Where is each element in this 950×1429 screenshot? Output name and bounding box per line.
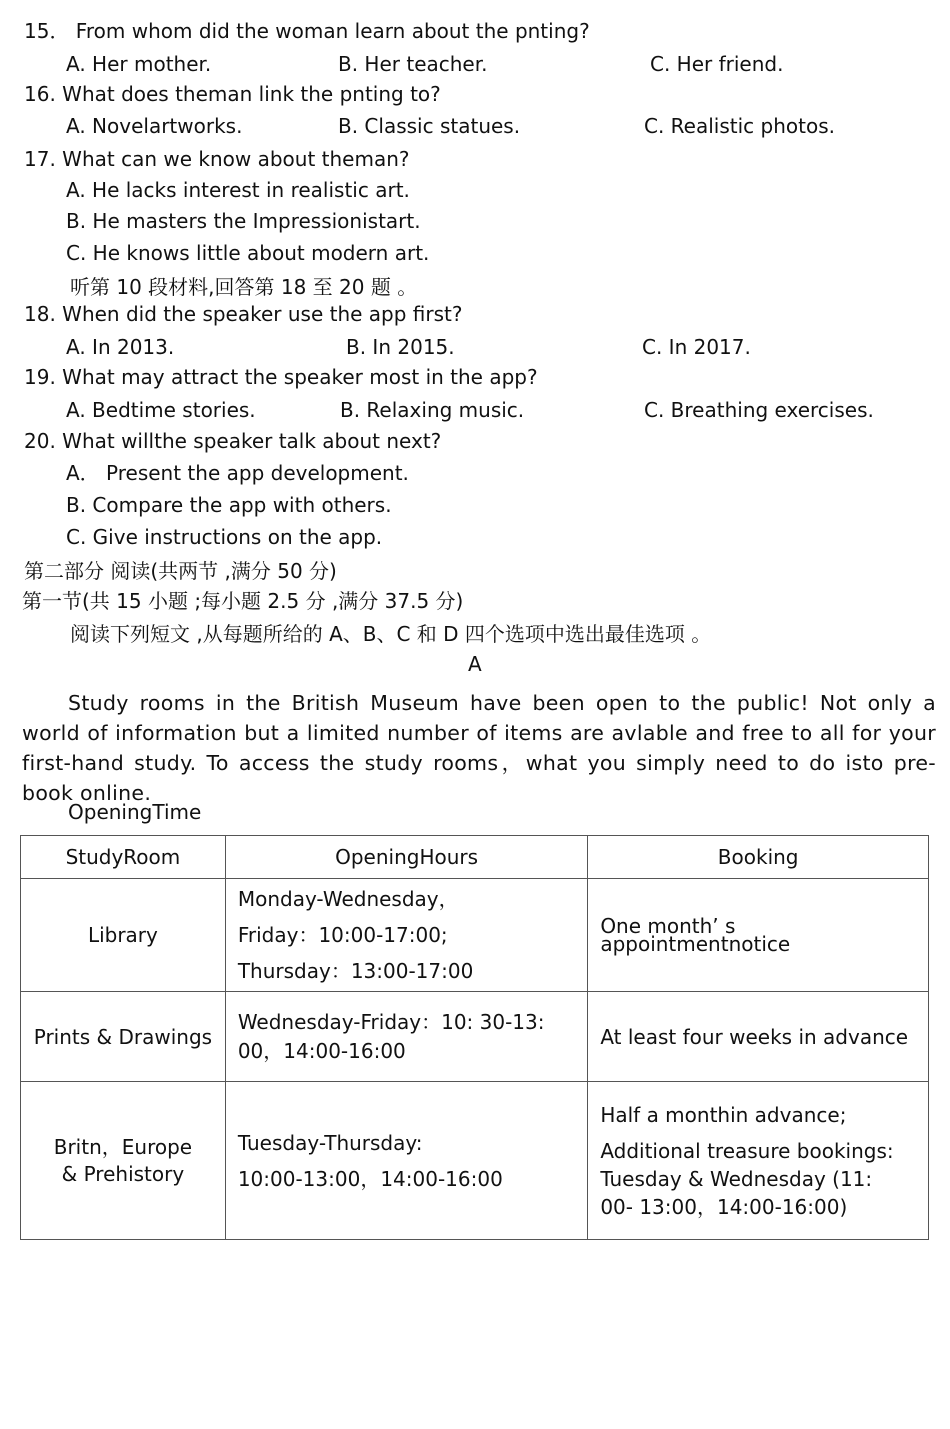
room-name: Prints & Drawings	[33, 1024, 213, 1049]
question-16-stem: 16. What does theman link the pnting to?	[24, 82, 441, 106]
q18-option-b: B. In 2015.	[346, 335, 455, 359]
room-britain-europe-prehistory	[21, 1082, 226, 1240]
booking-line: One month’ s	[600, 914, 736, 938]
q18-option-c: C. In 2017.	[642, 335, 751, 359]
britain-hours	[225, 1082, 587, 1240]
booking-line: appointmentnotice	[600, 932, 791, 956]
q19-option-c: C. Breathing exercises.	[644, 398, 874, 422]
table-row	[21, 992, 929, 1082]
q15-option-c: C. Her friend.	[650, 52, 784, 76]
library-hours	[225, 879, 587, 992]
q16-option-c: C. Realistic photos.	[644, 114, 835, 138]
section-1-heading: 第一节(共 15 小题 ;每小题 2.5 分 ,满分 37.5 分)	[22, 589, 464, 613]
opening-time-label: OpeningTime	[68, 800, 202, 824]
q15-option-a: A. Her mother.	[66, 52, 212, 76]
table-row	[21, 1082, 929, 1240]
library-booking	[588, 879, 929, 992]
question-20-stem: 20. What willthe speaker talk about next?	[24, 429, 442, 453]
question-17-stem: 17. What can we know about theman?	[24, 147, 410, 171]
passage-paragraph: Study rooms in the British Museum have been open to the public! Not only a world of information but a limited number of items are avlable and free to all for your first-hand study. To access the study rooms，what you simply need to do isto pre-book online.	[22, 691, 936, 805]
material-10-instruction: 听第 10 段材料,回答第 18 至 20 题 。	[70, 275, 418, 299]
hours-line: 00，14:00-16:00	[237, 1038, 406, 1063]
hours-line: 10:00-13:00，14:00-16:00	[237, 1166, 503, 1191]
hours-line: Monday-Wednesday，	[237, 887, 459, 911]
q16-option-b: B. Classic statues.	[338, 114, 521, 138]
room-prints-drawings	[21, 992, 226, 1082]
hours-line: Tuesday-Thursday:	[237, 1130, 423, 1155]
q20-option-a: A． Present the app development.	[66, 461, 409, 485]
hours-line: Thursday：13:00-17:00	[237, 959, 474, 983]
q15-option-b: B. Her teacher.	[338, 52, 488, 76]
passage-letter: A	[468, 652, 482, 676]
q18-option-a: A. In 2013.	[66, 335, 175, 359]
room-name: Library	[87, 923, 158, 947]
q19-option-a: A. Bedtime stories.	[66, 398, 256, 422]
part-2-heading: 第二部分 阅读(共两节 ,满分 50 分)	[24, 559, 337, 583]
header-opening-hours: OpeningHours	[225, 836, 587, 879]
study-room-schedule-table	[20, 835, 929, 1240]
booking-line: 00- 13:00，14:00-16:00)	[600, 1194, 848, 1219]
booking-line: Additional treasure bookings:	[600, 1138, 894, 1163]
prints-booking	[588, 992, 929, 1082]
header-booking: Booking	[588, 836, 929, 879]
room-name-line: Britn，Europe	[53, 1134, 193, 1159]
q17-option-a: A. He lacks interest in realistic art.	[66, 178, 410, 202]
hours-line: Friday：10:00-17:00;	[237, 923, 448, 947]
q19-option-b: B. Relaxing music.	[340, 398, 525, 422]
room-library	[21, 879, 226, 992]
header-study-room: StudyRoom	[21, 836, 226, 879]
room-name-line: & Prehistory	[61, 1161, 185, 1186]
hours-line: Wednesday-Friday：10: 30-13:	[237, 1009, 545, 1034]
reading-instruction: 阅读下列短文 ,从每题所给的 A、B、C 和 D 四个选项中选出最佳选项 。	[70, 622, 712, 646]
question-18-stem: 18. When did the speaker use the app first?	[24, 302, 463, 326]
q17-option-c: C. He knows little about modern art.	[66, 241, 430, 265]
question-19-stem: 19. What may attract the speaker most in the app?	[24, 365, 538, 389]
q20-option-c: C. Give instructions on the app.	[66, 525, 383, 549]
britain-booking	[588, 1082, 929, 1240]
booking-line: Half a monthin advance;	[600, 1102, 847, 1127]
table-header-row	[21, 836, 929, 879]
q17-option-b: B. He masters the Impressionistart.	[66, 209, 421, 233]
booking-line: Tuesday & Wednesday (11:	[600, 1166, 873, 1191]
question-15-stem: 15． From whom did the woman learn about the pnting?	[24, 19, 590, 43]
q20-option-b: B. Compare the app with others.	[66, 493, 392, 517]
prints-hours	[225, 992, 587, 1082]
table-row	[21, 879, 929, 992]
q16-option-a: A. Novelartworks.	[66, 114, 243, 138]
booking-line: At least four weeks in advance	[600, 1024, 909, 1049]
